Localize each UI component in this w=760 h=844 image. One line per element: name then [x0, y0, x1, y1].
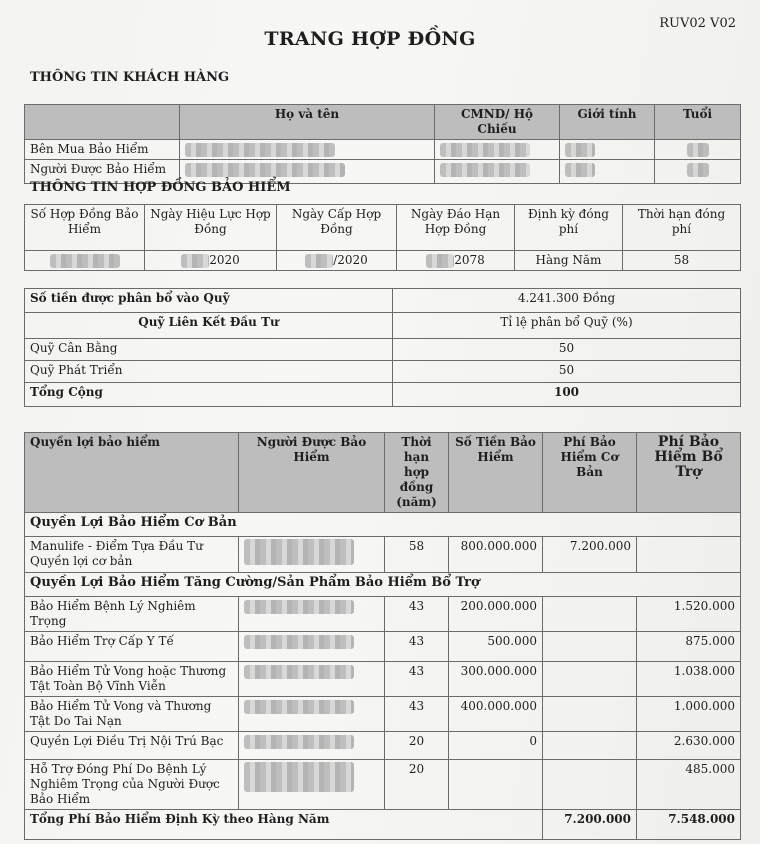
sum-value: 800.000.000 [449, 537, 543, 573]
rider-fee-value: 875.000 [637, 632, 741, 662]
fund-total-value: 100 [393, 383, 741, 407]
effective-date: 2020 [209, 253, 240, 267]
redacted-id [440, 143, 530, 157]
col-id: CMND/ Hộ Chiếu [435, 105, 560, 140]
rider-fee-value: 1.520.000 [637, 597, 741, 632]
redacted-age [687, 163, 709, 177]
col-fund-ratio: Tỉ lệ phân bổ Quỹ (%) [393, 313, 741, 339]
col-insured: Người Được Bảo Hiểm [239, 433, 385, 513]
issue-date: /2020 [333, 253, 368, 267]
sum-value: 300.000.000 [449, 662, 543, 697]
col-age: Tuổi [655, 105, 741, 140]
rider-name: Bảo Hiểm Tử Vong và Thương Tật Do Tai Nạn [25, 697, 239, 732]
fund-name: Quỹ Cân Bằng [25, 339, 393, 361]
rider-name: Hỗ Trợ Đóng Phí Do Bệnh Lý Nghiêm Trọng của Người Được Bảo Hiểm [25, 760, 239, 810]
sum-value: 200.000.000 [449, 597, 543, 632]
term-value: 43 [385, 597, 449, 632]
col-base-premium: Phí Bảo Hiểm Cơ Bản [543, 433, 637, 513]
redacted-insured [244, 635, 354, 649]
col-gender: Giới tính [560, 105, 655, 140]
col-benefit: Quyền lợi bảo hiểm [25, 433, 239, 513]
rider-fee-value: 1.038.000 [637, 662, 741, 697]
term-value: 43 [385, 697, 449, 732]
col-frequency: Định kỳ đóng phí [515, 205, 623, 251]
total-rider-premium: 7.548.000 [637, 810, 741, 840]
term-value: 20 [385, 732, 449, 760]
col-term: Thời hạn đóng phí [623, 205, 741, 251]
col-maturity-date: Ngày Đáo Hạn Hợp Đồng [397, 205, 515, 251]
rider-name: Bảo Hiểm Tử Vong hoặc Thương Tật Toàn Bộ Vĩnh Viễn [25, 662, 239, 697]
redacted-insured [244, 600, 354, 614]
rider-fee-value: 1.000.000 [637, 697, 741, 732]
sum-value: 500.000 [449, 632, 543, 662]
col-rider-premium: Phí Bảo Hiểm Bổ Trợ [637, 433, 741, 513]
redacted-insured [244, 665, 354, 679]
rider-name: Bảo Hiểm Trợ Cấp Y Tế [25, 632, 239, 662]
redacted-name [185, 143, 335, 157]
fund-total-label: Tổng Cộng [25, 383, 393, 407]
benefit-sub: Quyền lợi cơ bản [30, 554, 133, 568]
redacted-id [440, 163, 530, 177]
total-base-premium: 7.200.000 [543, 810, 637, 840]
basic-section-title: Quyền Lợi Bảo Hiểm Cơ Bản [25, 513, 741, 537]
fund-ratio: 50 [393, 361, 741, 383]
page-title: TRANG HỢP ĐỒNG [264, 28, 476, 50]
term-value: 43 [385, 632, 449, 662]
total-premium-label: Tổng Phí Bảo Hiểm Định Kỳ theo Hàng Năm [25, 810, 543, 840]
maturity-date: 2078 [454, 253, 485, 267]
redacted-contract-no [50, 254, 120, 268]
col-effective-date: Ngày Hiệu Lực Hợp Đồng [145, 205, 277, 251]
fund-ratio: 50 [393, 339, 741, 361]
term-value: 43 [385, 662, 449, 697]
rider-name: Bảo Hiểm Bệnh Lý Nghiêm Trọng [25, 597, 239, 632]
allocated-value: 4.241.300 Đồng [393, 289, 741, 313]
redacted-gender [565, 143, 595, 157]
term-value: 20 [385, 760, 449, 810]
contract-section-title: THÔNG TIN HỢP ĐỒNG BẢO HIỂM [30, 180, 291, 195]
rider-fee-value: 485.000 [637, 760, 741, 810]
term-value: 58 [385, 537, 449, 573]
col-name: Họ và tên [180, 105, 435, 140]
benefits-table [24, 432, 741, 840]
rider-section-title: Quyền Lợi Bảo Hiểm Tăng Cường/Sản Phẩm Bảo Hiểm Bổ Trợ [25, 573, 741, 597]
col-fund-name: Quỹ Liên Kết Đầu Tư [25, 313, 393, 339]
redacted-name [185, 163, 345, 177]
row-buyer: Bên Mua Bảo Hiểm [25, 140, 180, 160]
benefit-row [25, 537, 239, 573]
col-sum-insured: Số Tiền Bảo Hiểm [449, 433, 543, 513]
payment-frequency: Hàng Năm [515, 251, 623, 271]
redacted-gender [565, 163, 595, 177]
col-term-years: Thời hạn hợp đồng (năm) [385, 433, 449, 513]
col-issue-date: Ngày Cấp Hợp Đồng [277, 205, 397, 251]
redacted-insured [244, 539, 354, 565]
customer-section-title: THÔNG TIN KHÁCH HÀNG [30, 70, 230, 85]
fund-name: Quỹ Phát Triển [25, 361, 393, 383]
sum-value [449, 760, 543, 810]
form-code: RUV02 V02 [659, 16, 736, 31]
redacted-age [687, 143, 709, 157]
rider-fee-value: 2.630.000 [637, 732, 741, 760]
benefit-name: Manulife - Điểm Tựa Đầu Tư [30, 539, 203, 553]
redacted-insured [244, 735, 354, 749]
base-fee-value: 7.200.000 [543, 537, 637, 573]
fund-table [24, 288, 741, 407]
sum-value: 0 [449, 732, 543, 760]
contract-table [24, 204, 741, 271]
payment-term: 58 [623, 251, 741, 271]
rider-name: Quyền Lợi Điều Trị Nội Trú Bạc [25, 732, 239, 760]
row-insured: Người Được Bảo Hiểm [25, 160, 180, 184]
allocated-label: Số tiền được phân bổ vào Quỹ [25, 289, 393, 313]
sum-value: 400.000.000 [449, 697, 543, 732]
customer-table [24, 104, 741, 184]
col-contract-no: Số Hợp Đồng Bảo Hiểm [25, 205, 145, 251]
redacted-insured [244, 700, 354, 714]
redacted-insured [244, 762, 354, 792]
